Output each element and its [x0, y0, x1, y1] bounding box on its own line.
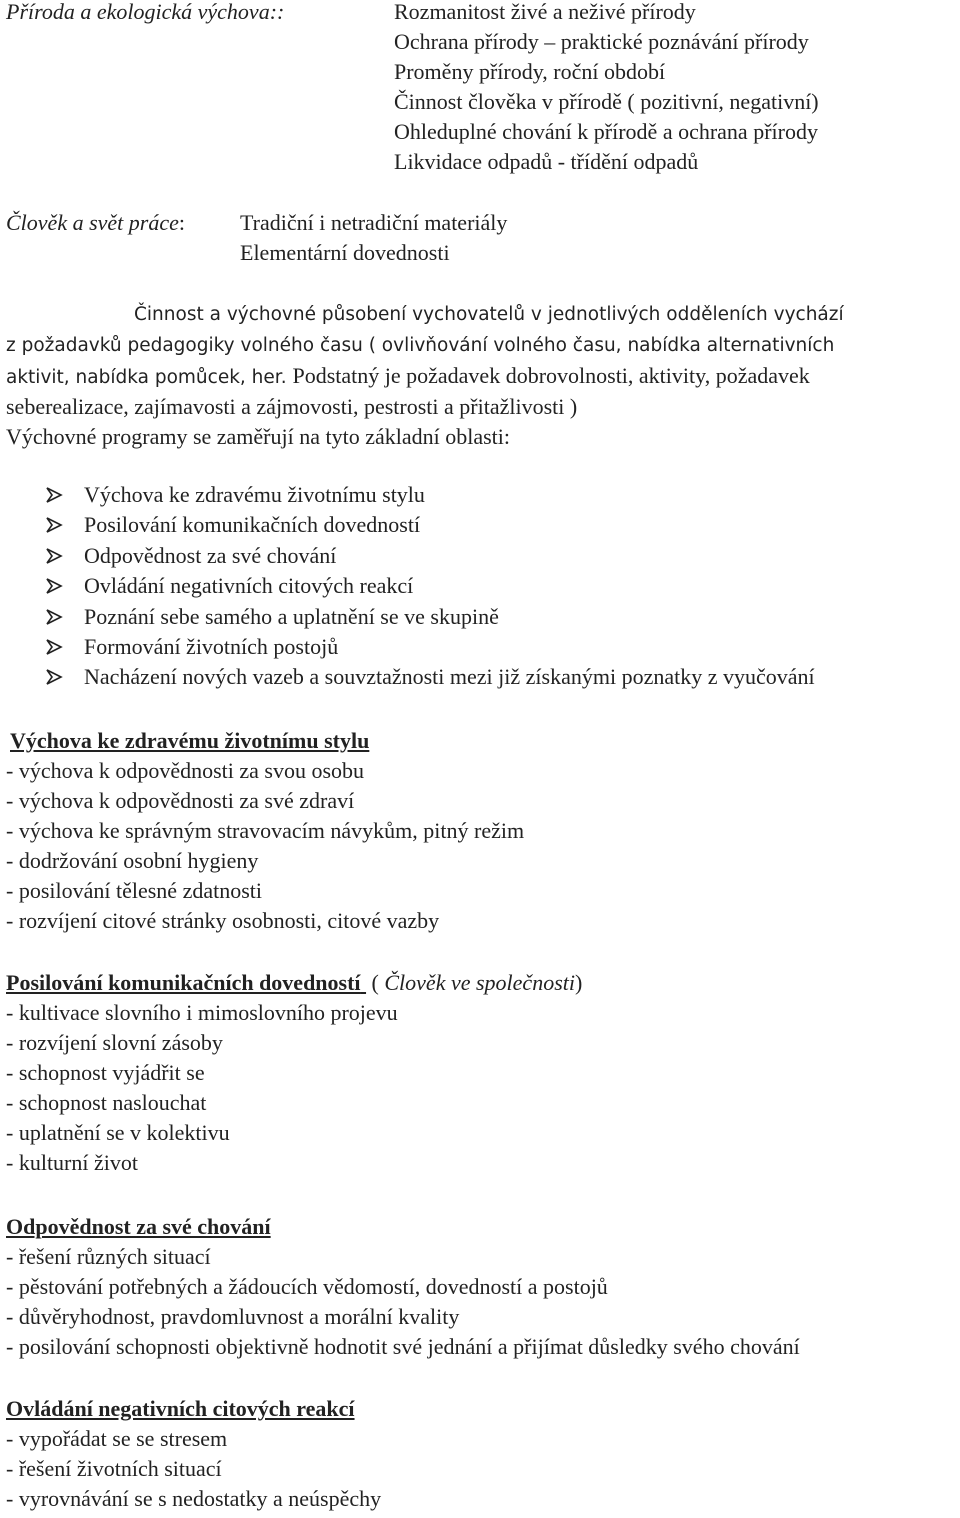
list-item: - výchova k odpovědnosti za své zdraví [6, 788, 355, 813]
section-komunikace [6, 968, 582, 1178]
arrow-bullet-icon [45, 667, 65, 687]
list-item [45, 510, 815, 540]
list-item [45, 541, 815, 571]
clovek-label-text: Člověk a svět práce [6, 210, 179, 235]
paragraph-line-part: Podstatný je požadavek dobrovolnosti, aktivity, požadavek [292, 363, 810, 388]
bullet-text: Nacházení nových vazeb a souvztažnosti mezi již získanými poznatky z vyučování [84, 664, 815, 690]
list-item: - rozvíjení citové stránky osobnosti, citové vazby [6, 908, 440, 933]
arrow-bullet-icon [45, 485, 65, 505]
priroda-list [394, 0, 819, 177]
section-odpovednost [6, 1212, 800, 1362]
list-item: - vypořádat se se stresem [6, 1426, 228, 1451]
list-item [45, 632, 815, 662]
bullet-list [45, 480, 815, 693]
list-item: - posilování tělesné zdatnosti [6, 878, 262, 903]
list-item [45, 662, 815, 692]
list-item: - řešení různých situací [6, 1244, 211, 1269]
paragraph-line: seberealizace, zajímavosti a zájmovosti, pestrosti a přitažlivosti ) [6, 394, 578, 419]
section-heading [6, 968, 582, 998]
section-heading-text: Posilování komunikačních dovedností [6, 970, 361, 995]
list-item: Proměny přírody, roční období [394, 59, 666, 84]
list-item: - důvěryhodnost, pravdomluvnost a morální kvality [6, 1304, 460, 1329]
section-heading: Výchova ke zdravému životnímu stylu [10, 728, 370, 753]
priroda-label: Příroda a ekologická výchova:: [6, 0, 285, 24]
arrow-bullet-icon [45, 515, 65, 535]
section-ovladani [6, 1394, 381, 1514]
list-item [45, 602, 815, 632]
list-item: - vyrovnávání se s nedostatky a neúspěchy [6, 1486, 382, 1511]
paragraph-line: Výchovné programy se zaměřují na tyto základní oblasti: [6, 424, 511, 449]
arrow-bullet-icon [45, 546, 65, 566]
list-item: Ochrana přírody – praktické poznávání přírody [394, 29, 809, 54]
bullet-text: Výchova ke zdravému životnímu stylu [84, 482, 425, 507]
list-item: - uplatnění se v kolektivu [6, 1120, 230, 1145]
clovek-label-colon: : [178, 210, 185, 235]
bullet-text: Odpovědnost za své chování [84, 542, 337, 568]
arrow-bullet-icon [45, 637, 65, 657]
bullet-text: Formování životních postojů [84, 633, 339, 659]
list-item: - kultivace slovního i mimoslovního projevu [6, 1000, 398, 1025]
paragraph-line: z požadavků pedagogiky volného času ( ovlivňování volného času, nabídka alternativních [6, 334, 835, 356]
list-item: - výchova ke správným stravovacím návykům, pitný režim [6, 818, 525, 843]
list-item: Ohleduplné chování k přírodě a ochrana přírody [394, 119, 818, 144]
list-item: - dodržování osobní hygieny [6, 848, 259, 873]
list-item: Likvidace odpadů - třídění odpadů [394, 149, 699, 174]
paragraph-line [6, 361, 844, 392]
bullet-text: Poznání sebe samého a uplatnění se ve skupině [84, 603, 499, 629]
list-item [45, 571, 815, 601]
paragraph-line: Činnost a výchovné působení vychovatelů v jednotlivých odděleních vychází [134, 304, 844, 325]
intro-paragraph [6, 300, 844, 392]
clovek-label [6, 208, 185, 238]
list-item: - výchova k odpovědnosti za svou osobu [6, 758, 365, 783]
list-item: Elementární dovednosti [240, 240, 450, 265]
paragraph-line-part: aktivit, nabídka pomůcek, her. [6, 367, 287, 388]
list-item: - řešení životních situací [6, 1456, 222, 1481]
list-item: Rozmanitost živé a neživé přírody [394, 0, 696, 24]
section-zdravy [6, 726, 524, 936]
list-item: Činnost člověka v přírodě ( pozitivní, negativní) [394, 89, 819, 114]
list-item: - posilování schopnosti objektivně hodnotit své jednání a přijímat důsledky svého chování [6, 1334, 800, 1359]
arrow-bullet-icon [45, 607, 65, 627]
list-item: - pěstování potřebných a žádoucích vědomostí, dovedností a postojů [6, 1274, 608, 1299]
clovek-list [240, 208, 507, 268]
section-heading-paren: ) [574, 970, 583, 995]
list-item: - schopnost vyjádřit se [6, 1060, 205, 1085]
intro-paragraph-cont [6, 392, 577, 452]
section-heading: Odpovědnost za své chování [6, 1214, 271, 1239]
bullet-text: Ovládání negativních citových reakcí [84, 573, 414, 599]
list-item [45, 480, 815, 510]
list-item: - kulturní život [6, 1150, 138, 1175]
list-item: - rozvíjení slovní zásoby [6, 1030, 223, 1055]
section-heading-italic: Člověk ve společnosti [384, 970, 575, 995]
section-heading: Ovládání negativních citových reakcí [6, 1396, 355, 1421]
list-item: - schopnost naslouchat [6, 1090, 207, 1115]
list-item: Tradiční i netradiční materiály [240, 210, 508, 235]
bullet-text: Posilování komunikačních dovedností [84, 512, 421, 538]
section-heading-paren: ( [366, 970, 385, 995]
arrow-bullet-icon [45, 576, 65, 596]
